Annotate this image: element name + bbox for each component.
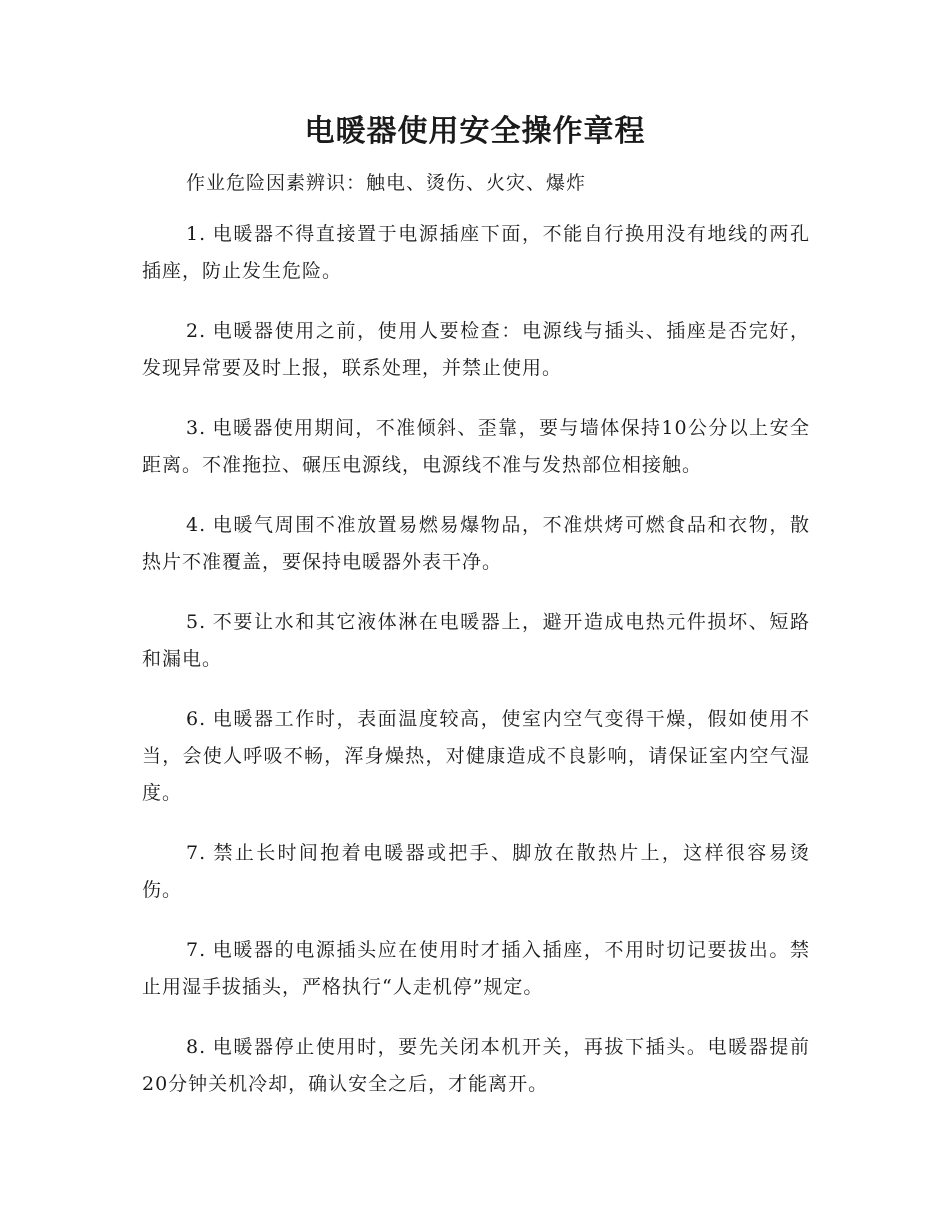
rule-item [142, 507, 810, 581]
rule-number: 1. [186, 223, 207, 245]
rule-text: 电暖器工作时，表面温度较高，使室内空气变得干燥，假如使用不当，会使人呼吸不畅，浑身燥热，对健康造成不良影响，请保证室内空气湿度。 [142, 708, 810, 804]
rule-item [142, 701, 810, 812]
document-title: 电暖器使用安全操作章程 [304, 114, 646, 149]
rule-item [142, 932, 810, 1006]
rule-text: 不要让水和其它液体淋在电暖器上，避开造成电热元件损坏、短路和漏电。 [142, 611, 810, 670]
rule-item [142, 835, 810, 909]
rule-text: 电暖器停止使用时，要先关闭本机开关，再拔下插头。电暖器提前20分钟关机冷却，确认安全之后，才能离开。 [142, 1036, 810, 1095]
rule-number: 4. [186, 514, 207, 536]
rule-text: 电暖器使用之前，使用人要检查：电源线与插头、插座是否完好，发现异常要及时上报，联系处理，并禁止使用。 [142, 320, 810, 379]
rule-item [142, 313, 810, 387]
rule-text: 电暖器使用期间，不准倾斜、歪靠，要与墙体保持10公分以上安全距离。不准拖拉、碾压电源线，电源线不准与发热部位相接触。 [142, 417, 810, 476]
rule-number: 7. [186, 842, 207, 864]
rule-number: 6. [186, 708, 207, 730]
rule-number: 2. [186, 320, 207, 342]
rule-item [142, 216, 810, 290]
rule-text: 电暖气周围不准放置易燃易爆物品，不准烘烤可燃食品和衣物，散热片不准覆盖，要保持电暖器外表干净。 [142, 514, 810, 573]
rule-text: 禁止长时间抱着电暖器或把手、脚放在散热片上，这样很容易烫伤。 [142, 842, 810, 901]
rule-item [142, 1029, 810, 1103]
hazard-identification: 作业危险因素辨识：触电、烫伤、火灾、爆炸 [186, 172, 587, 194]
rule-item [142, 604, 810, 678]
rule-number: 7. [186, 939, 207, 961]
rules-list [142, 216, 810, 1126]
rule-number: 3. [186, 417, 207, 439]
rule-number: 8. [186, 1036, 207, 1058]
rule-item [142, 410, 810, 484]
rule-text: 电暖器不得直接置于电源插座下面，不能自行换用没有地线的两孔插座，防止发生危险。 [142, 223, 810, 282]
rule-number: 5. [186, 611, 207, 633]
rule-text: 电暖器的电源插头应在使用时才插入插座，不用时切记要拔出。禁止用湿手拔插头，严格执行“人走机停”规定。 [142, 939, 810, 998]
